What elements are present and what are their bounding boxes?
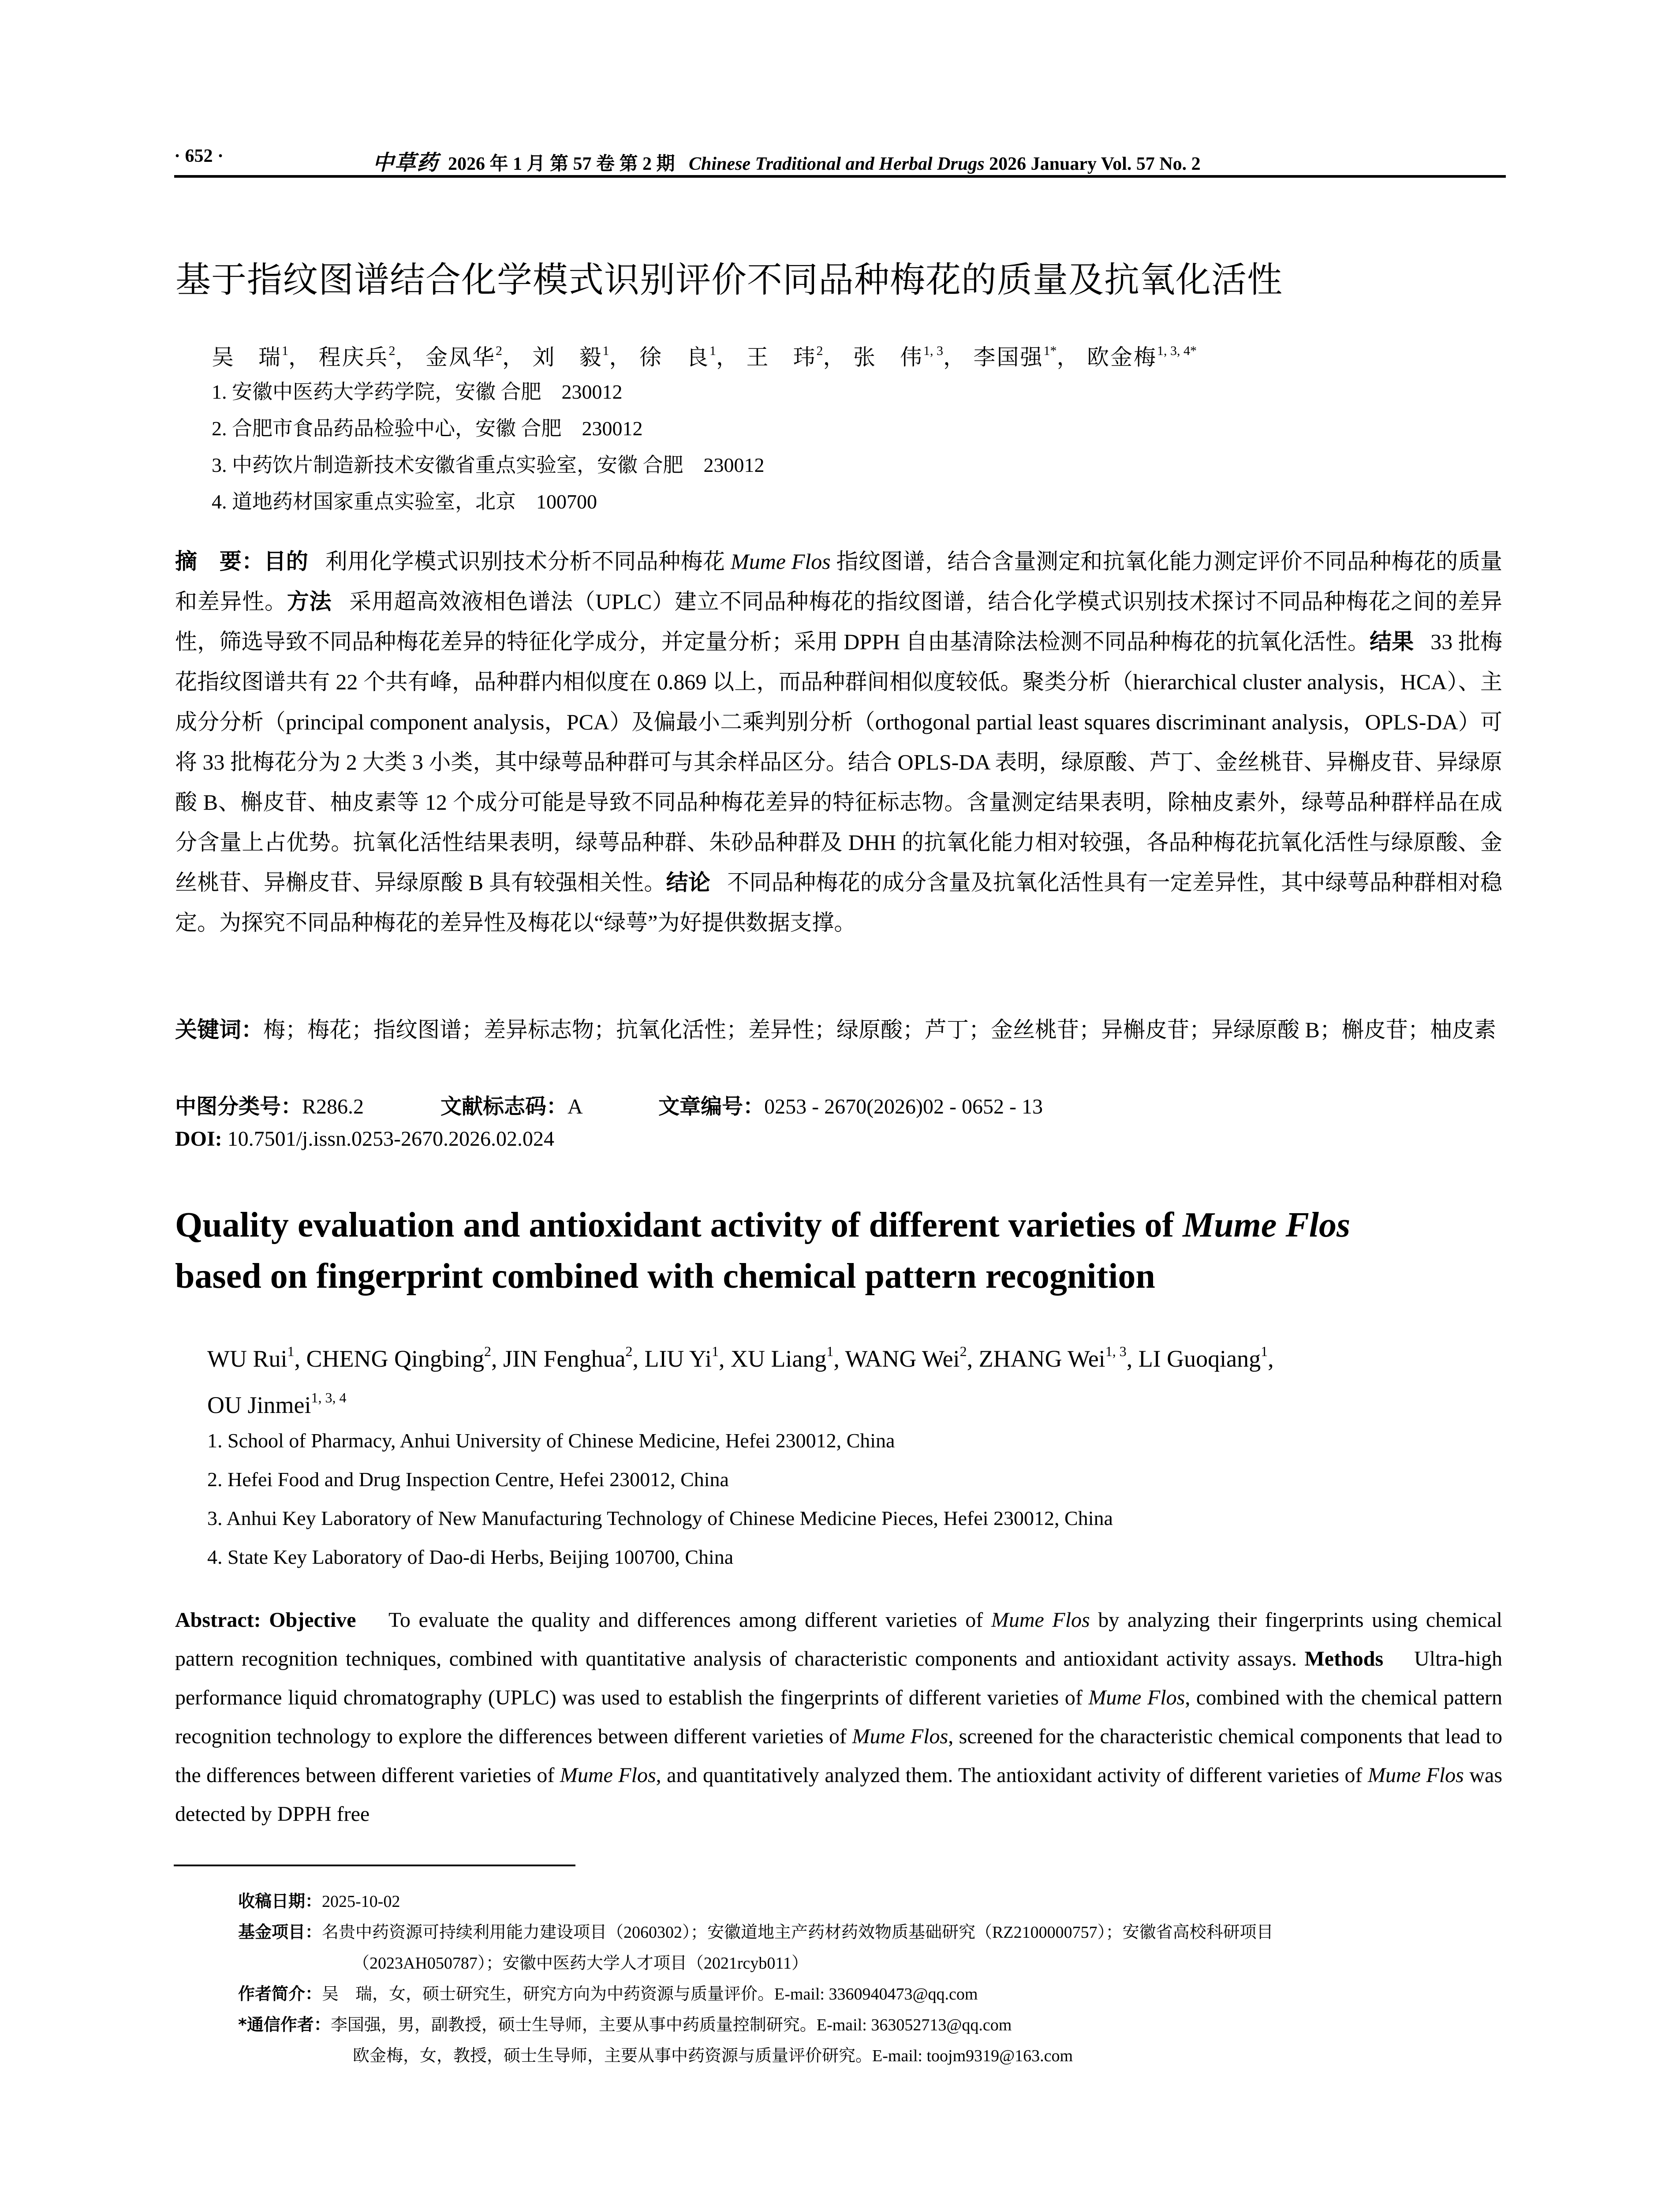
- objective-label-en: Objective: [269, 1608, 356, 1632]
- classification-row: [175, 1089, 1043, 1120]
- doi-row: [175, 1127, 554, 1151]
- author-cn: 刘 毅$^1$: [532, 344, 609, 370]
- affiliation-en: 3. Anhui Key Laboratory of New Manufacturing Technology of Chinese Medicine Pieces, Hefei 230012, China: [207, 1507, 1113, 1529]
- footnote-corresponding-cont: 欧金梅，女，教授，硕士生导师，主要从事中药资源与质量评价研究。E-mail: toojm9319@163.com: [353, 2047, 1073, 2065]
- journal-name-en: Chinese Traditional and Herbal Drugs: [689, 154, 985, 174]
- affiliation-cn: 3. 中药饮片制造新技术安徽省重点实验室，安徽 合肥 230012: [212, 454, 765, 476]
- abstract-label-cn: 摘 要：: [175, 549, 264, 574]
- author-cn: 欧金梅$^{1, 3, 4*}$: [1087, 344, 1197, 370]
- methods-label-cn: 方法: [287, 589, 332, 614]
- abstract-label-en: Abstract:: [175, 1608, 261, 1632]
- author-cn: 张 伟$^{1, 3}$: [853, 344, 943, 370]
- author-en: CHENG Qingbing$^2$: [306, 1343, 491, 1372]
- header-rule: [174, 175, 1506, 178]
- footnote-rule: [174, 1865, 575, 1866]
- author-en: XU Liang$^1$: [730, 1343, 834, 1372]
- journal-logo: 中草药: [373, 150, 439, 175]
- footnote-received: 收稿日期：2025-10-02: [238, 1891, 400, 1911]
- page-number: · 652 ·: [174, 146, 224, 166]
- latin-name: Mume Flos: [731, 549, 831, 574]
- article-title-cn: 基于指纹图谱结合化学模式识别评价不同品种梅花的质量及抗氧化活性: [175, 259, 1283, 300]
- clc-label: 中图分类号：: [175, 1094, 302, 1119]
- clc-value: R286.2: [302, 1095, 364, 1118]
- affiliation-en: 1. School of Pharmacy, Anhui University of Chinese Medicine, Hefei 230012, China: [207, 1429, 895, 1452]
- keywords-text: 梅；梅花；指纹图谱；差异标志物；抗氧化活性；差异性；绿原酸；芦丁；金丝桃苷；异槲皮苷；异绿原酸 B；槲皮苷；柚皮素: [263, 1017, 1496, 1042]
- doc-code-value: A: [567, 1095, 582, 1118]
- results-label-cn: 结果: [1370, 629, 1414, 654]
- abstract-cn: 摘 要：目的 利用化学模式识别技术分析不同品种梅花 Mume Flos 指纹图谱，结合含量测定和抗氧化能力测定评价不同品种梅花的质量和差异性。方法 采用超高效液相色谱法（UPLC）建立不同品种梅花的指纹图谱，结合化学模式识别技术探讨不同品种梅花之间的差异性，筛选导致不同品种梅花差异的特征化学成分，并定量分析；采用 DPPH 自由基清除法检测不同品种梅花的抗氧化活性。结果 33 批梅花指纹图谱共有 22 个共有峰，品种群内相似度在 0.869 以上，而品种群间相似度较低。聚类分析（hierarchical cluster analysis，HCA）、主成分分析（principal component analysis，PCA）及偏最小二乘判别分析（orthogonal partial least squares discriminant analysis，OPLS-DA）可将 33 批梅花分为 2 大类 3 小类，其中绿萼品种群可与其余样品区分。结合 OPLS-DA 表明，绿原酸、芦丁、金丝桃苷、异槲皮苷、异绿原酸 B、槲皮苷、柚皮素等 12 个成分可能是导致不同品种梅花差异的特征标志物。含量测定结果表明，除柚皮素外，绿萼品种群样品在成分含量上占优势。抗氧化活性结果表明，绿萼品种群、朱砂品种群及 DHH 的抗氧化能力相对较强，各品种梅花抗氧化活性与绿原酸、金丝桃苷、异槲皮苷、异绿原酸 B 具有较强相关性。结论 不同品种梅花的成分含量及抗氧化活性具有一定差异性，其中绿萼品种群相对稳定。为探究不同品种梅花的差异性及梅花以“绿萼”为好提供数据支撑。: [175, 549, 1503, 935]
- article-title-en: Quality evaluation and antioxidant activity of different varieties of Mume Flos based on fingerprint combined with chemical pattern recognition: [175, 1206, 1351, 1296]
- affiliation-cn: 2. 合肥市食品药品检验中心，安徽 合肥 230012: [212, 417, 643, 440]
- author-en: JIN Fenghua$^2$: [503, 1343, 633, 1372]
- footnote-corresponding: *通信作者：李国强，男，副教授，硕士生导师，主要从事中药质量控制研究。E-mail: 363052713@qq.com: [238, 2015, 1012, 2034]
- abstract-en: Abstract: Objective To evaluate the quality and differences among different varieties of Mume Flos by analyzing their fingerprints using chemical pattern recognition techniques, combined with quantitative analysis of characteristic components and antioxidant activity assays. Methods Ultra-high performance liquid chromatography (UPLC) was used to establish the fingerprints of different varieties of Mume Flos, combined with the chemical pattern recognition technology to explore the differences between different varieties of Mume Flos, screened for the characteristic chemical components that lead to the differences between different varieties of Mume Flos, and quantitatively analyzed them. The antioxidant activity of different varieties of Mume Flos was detected by DPPH free: [175, 1608, 1503, 1826]
- issue-cn: 2026 年 1 月 第 57 卷 第 2 期: [448, 154, 675, 174]
- author-en: LIU Yi$^1$: [644, 1343, 719, 1372]
- running-header: [174, 146, 1506, 175]
- author-en: WU Rui$^1$: [207, 1343, 295, 1372]
- author-cn: 吴 瑞$^1$: [212, 344, 288, 370]
- footnote-fund-cont: （2023AH050787）；安徽中医药大学人才项目（2021rcyb011）: [353, 1954, 808, 1973]
- objective-label-cn: 目的: [264, 549, 309, 574]
- footnote-bio: 作者简介：吴 瑞，女，硕士研究生，研究方向为中药资源与质量评价。E-mail: 3360940473@qq.com: [238, 1984, 978, 2003]
- doi-label: DOI:: [175, 1127, 222, 1151]
- affiliation-en: 2. Hefei Food and Drug Inspection Centre, Hefei 230012, China: [207, 1468, 729, 1491]
- footnote-fund: 基金项目：名贵中药资源可持续利用能力建设项目（2060302）；安徽道地主产药材药效物质基础研究（RZ2100000757）；安徽省高校科研项目: [238, 1922, 1273, 1942]
- affiliation-cn: 1. 安徽中医药大学药学院，安徽 合肥 230012: [212, 381, 623, 403]
- doc-code-label: 文献标志码：: [441, 1094, 568, 1119]
- author-list-cn: 吴 瑞$^1$， 程庆兵$^2$， 金凤华$^2$， 刘 毅$^1$， 徐 良$^1$， 王 玮$^2$， 张 伟$^{1, 3}$， 李国强$^{1*}$， 欧金梅$^{1, 3, 4*}$: [212, 344, 1197, 370]
- affiliation-cn: 4. 道地药材国家重点实验室，北京 100700: [212, 490, 597, 513]
- author-list-en: WU Rui$^1$, CHENG Qingbing$^2$, JIN Fenghua$^2$, LIU Yi$^1$, XU Liang$^1$, WANG Wei$^2$, ZHANG Wei$^{1, 3}$, LI Guoqiang$^1$, OU Jinmei$^{1, 3, 4}$: [207, 1343, 1274, 1418]
- author-cn: 李国强$^{1*}$: [973, 344, 1057, 370]
- author-cn: 程庆兵$^2$: [318, 344, 396, 370]
- issue-en: 2026 January Vol. 57 No. 2: [989, 154, 1201, 174]
- affiliation-en: 4. State Key Laboratory of Dao-di Herbs, Beijing 100700, China: [207, 1546, 734, 1568]
- journal-issue-line: [373, 146, 1201, 176]
- doi-link[interactable]: 10.7501/j.issn.0253-2670.2026.02.024: [227, 1127, 555, 1151]
- article-no-label: 文章编号：: [658, 1094, 765, 1119]
- author-en: LI Guoqiang$^1$: [1138, 1343, 1268, 1372]
- author-en: ZHANG Wei$^{1, 3}$: [978, 1343, 1127, 1372]
- author-cn: 金凤华$^2$: [426, 344, 502, 370]
- author-en: OU Jinmei$^{1, 3, 4}$: [207, 1390, 347, 1418]
- author-cn: 王 玮$^2$: [746, 344, 823, 370]
- keywords-cn: [175, 1010, 1502, 1050]
- author-en: WANG Wei$^2$: [845, 1343, 967, 1372]
- article-no-value: 0253 - 2670(2026)02 - 0652 - 13: [764, 1095, 1043, 1118]
- author-cn: 徐 良$^1$: [639, 344, 716, 370]
- keywords-label: 关键词：: [175, 1017, 263, 1043]
- methods-label-en: Methods: [1304, 1647, 1384, 1671]
- conclusion-label-cn: 结论: [666, 870, 711, 895]
